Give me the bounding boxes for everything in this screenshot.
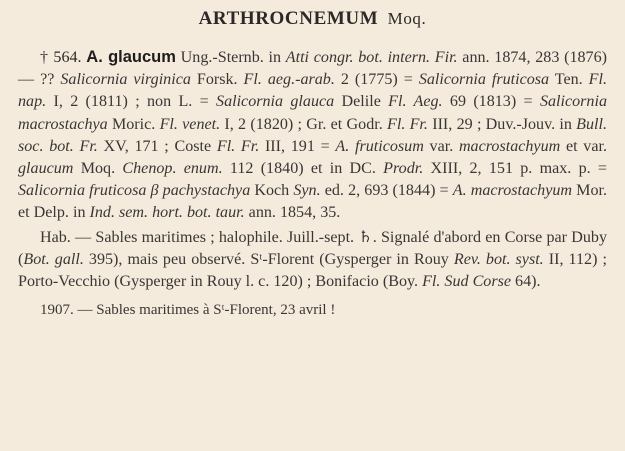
citation-title: Fl. Aeg. bbox=[388, 93, 443, 111]
entry-text: III, 29 ; Duv.-Jouv. in bbox=[427, 115, 577, 133]
habitat-paragraph bbox=[18, 227, 607, 294]
synonym-name: macrostachyum bbox=[458, 137, 561, 155]
entry-text: 69 (1813) = bbox=[442, 93, 540, 111]
entry-text: ann. 1874, 283 (1876) — ?? bbox=[18, 49, 607, 89]
citation-title: Fl. Sud Corse bbox=[422, 273, 512, 291]
synonym-name: Salicornia glauca bbox=[216, 93, 335, 111]
entry-text: I, 2 (1811) ; non L. = bbox=[46, 93, 217, 111]
habitat-text: Hab. — Sables maritimes ; halophile. Juill.-sept. ♄. Signalé d'abord en Corse par Duby ( bbox=[18, 228, 607, 268]
entry-text: 112 (1840) et in DC. bbox=[222, 160, 384, 178]
citation-title: Fl. Fr. bbox=[216, 137, 260, 155]
entry-text: I, 2 (1820) ; Gr. et Godr. bbox=[220, 115, 388, 133]
citation-title: Fl. Fr. bbox=[387, 115, 428, 133]
synonym-name: Salicornia virginica bbox=[60, 71, 191, 89]
synonym-name: A. macrostachyum bbox=[452, 182, 573, 200]
citation-title: Ind. sem. hort. bot. taur. bbox=[89, 204, 245, 222]
entry-text: III, 191 = bbox=[259, 137, 336, 155]
entry-text: ann. 1854, 35. bbox=[244, 204, 341, 222]
entry-text: XV, 171 ; Coste bbox=[97, 137, 217, 155]
citation-title: Bot. gall. bbox=[23, 250, 84, 268]
entry-text: XIII, 2, 151 p. max. p. = bbox=[423, 160, 607, 178]
citation-title: Rev. bot. syst. bbox=[453, 250, 544, 268]
entry-text: et var. bbox=[560, 137, 607, 155]
observation-note: 1907. — Sables maritimes à Sᵗ-Florent, 23 avril ! bbox=[40, 302, 336, 319]
genus-heading bbox=[18, 8, 607, 30]
citation-title: Fl. venet. bbox=[159, 115, 221, 133]
synonym-name: Salicornia macrostachya bbox=[18, 93, 607, 133]
citation-title: Atti congr. bot. intern. Fir. bbox=[285, 49, 458, 66]
habitat-text: 395), mais peu observé. Sᵗ-Florent (Gysperger in Rouy bbox=[83, 250, 454, 268]
citation-title: Fl. aeg.-arab. bbox=[243, 71, 335, 89]
entry-text: Delile bbox=[334, 93, 389, 111]
entry-text: Mor. et Delp. in bbox=[18, 182, 608, 222]
entry-text: ed. 2, 693 (1844) = bbox=[320, 182, 453, 200]
entry-text: 2 (1775) = bbox=[334, 71, 419, 89]
citation-title: Chenop. enum. bbox=[122, 160, 223, 178]
entry-text: var. bbox=[423, 137, 459, 155]
genus-name: ARTHROCNEMUM bbox=[198, 8, 379, 29]
entry-text: Forsk. bbox=[190, 71, 244, 89]
entry-text: Ten. bbox=[549, 71, 589, 89]
habitat-text: II, 112) ; Porto-Vecchio (Gysperger in Rouy l. c. 120) ; Bonifacio (Boy. bbox=[18, 250, 607, 291]
entry-text: Koch bbox=[250, 182, 294, 200]
citation-title: Fl. nap. bbox=[18, 71, 607, 111]
species-name: A. glaucum bbox=[86, 48, 176, 66]
entry-text: Moq. bbox=[73, 160, 123, 178]
synonym-name: Salicornia fruticosa bbox=[418, 71, 550, 89]
entry-text: Ung.-Sternb. in bbox=[175, 49, 286, 66]
citation-title: Prodr. bbox=[383, 160, 424, 178]
citation-title: Syn. bbox=[293, 182, 321, 200]
genus-author: Moq. bbox=[387, 9, 427, 28]
entry-number: 564. bbox=[53, 49, 87, 66]
entry-text: Moric. bbox=[107, 115, 160, 133]
synonym-name: glaucum bbox=[18, 160, 74, 178]
synonym-name: Salicornia fruticosa β pachystachya bbox=[18, 182, 251, 200]
synonym-name: A. fruticosum bbox=[335, 137, 424, 155]
extinct-marker: † bbox=[40, 49, 54, 66]
species-entry bbox=[18, 46, 607, 225]
citation-title: Bull. soc. bot. Fr. bbox=[18, 115, 608, 155]
habitat-text: 64). bbox=[511, 273, 541, 291]
